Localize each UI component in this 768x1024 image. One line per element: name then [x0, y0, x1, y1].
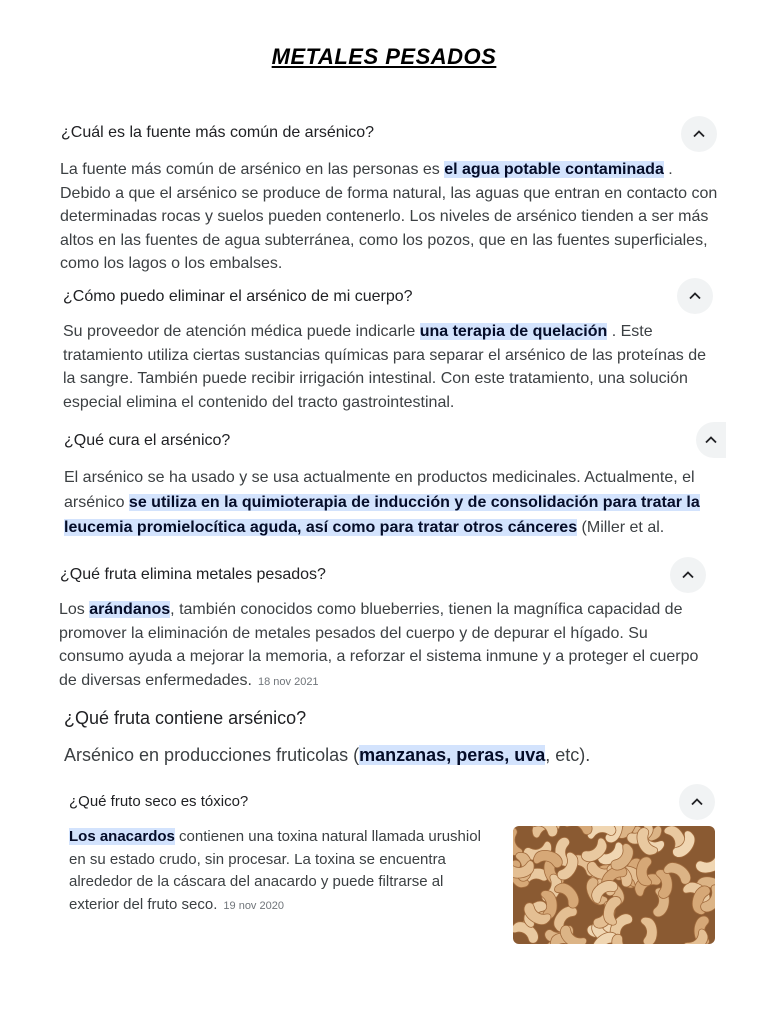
collapse-button-4[interactable] [670, 557, 706, 593]
answer-1 [60, 158, 720, 276]
collapse-button-6[interactable] [679, 784, 715, 820]
answer-highlight: una terapia de quelación [419, 323, 608, 340]
question-6[interactable]: ¿Qué fruto seco es tóxico? [69, 793, 249, 810]
answer-3 [64, 465, 714, 540]
chevron-up-icon [690, 795, 704, 809]
answer-date: 18 nov 2021 [258, 675, 319, 688]
question-5[interactable]: ¿Qué fruta contiene arsénico? [64, 708, 307, 728]
question-1[interactable]: ¿Cuál es la fuente más común de arsénico? [61, 124, 375, 141]
collapse-button-1[interactable] [681, 116, 717, 152]
answer-text: . Este tratamiento utiliza ciertas sustancias químicas para separar el arsénico de las proteínas de la sangre. También puede recibir irrigación intestinal. Con este tratamiento, una solución especial elimina el contenido del tracto gastrointestinal. [63, 323, 706, 411]
answer-text: El arsénico se ha usado y se usa actualmente en productos medicinales. Actualmente, el arsénico [64, 469, 695, 511]
cashew-nuts-photo [513, 826, 715, 944]
chevron-up-icon [681, 568, 695, 582]
cashew-image [513, 826, 715, 944]
chevron-up-icon [704, 433, 718, 447]
answer-text: . Debido a que el arsénico se produce de forma natural, las aguas que entran en contacto con determinadas rocas y suelos pueden contenerlo. Los niveles de arsénico tienden a ser más altos en las fuentes de agua subterránea, como los pozos, que en las fuentes superficiales, como los lagos o los embalses. [60, 161, 718, 272]
answer-text: Su proveedor de atención médica puede indicarle [63, 323, 420, 340]
answer-5 [64, 744, 714, 768]
collapse-button-3[interactable] [696, 422, 726, 458]
chevron-up-icon [688, 289, 702, 303]
answer-highlight: el agua potable contaminada [444, 161, 664, 178]
answer-highlight: manzanas, peras, uva [359, 745, 546, 765]
answer-text: contienen una toxina natural llamada urushiol en su estado crudo, sin procesar. La toxina se encuentra alrededor de la cáscara del anacardo y puede filtrarse al exterior del fruto seco. [69, 828, 481, 913]
collapse-button-2[interactable] [677, 278, 713, 314]
answer-text: , etc). [545, 745, 591, 765]
answer-text: Arsénico en producciones fruticolas ( [64, 745, 360, 765]
answer-6 [69, 826, 489, 917]
answer-highlight: se utiliza en la quimioterapia de inducción y de consolidación para tratar la leucemia promielocítica aguda, así como para tratar otros cánceres [64, 494, 700, 536]
answer-2 [63, 320, 713, 414]
chevron-up-icon [692, 127, 706, 141]
answer-text: (Miller et al. [577, 519, 665, 536]
answer-date: 19 nov 2020 [223, 899, 284, 912]
answer-text: , también conocidos como blueberries, tienen la magnífica capacidad de promover la eliminación de metales pesados del cuerpo y de depurar el hígado. Su consumo ayuda a mejorar la memoria, a reforzar el sistema inmune y a proteger el cuerpo de diversas enfermedades. [59, 601, 699, 689]
answer-highlight: arándanos [89, 601, 171, 618]
answer-4 [59, 598, 709, 694]
answer-text: La fuente más común de arsénico en las personas es [60, 161, 445, 178]
question-3[interactable]: ¿Qué cura el arsénico? [64, 432, 231, 449]
answer-text: Los [59, 601, 90, 618]
answer-highlight: Los anacardos [69, 828, 175, 845]
question-2[interactable]: ¿Cómo puedo eliminar el arsénico de mi cuerpo? [63, 288, 413, 305]
question-4[interactable]: ¿Qué fruta elimina metales pesados? [60, 566, 326, 583]
page-title: METALES PESADOS [271, 44, 497, 69]
